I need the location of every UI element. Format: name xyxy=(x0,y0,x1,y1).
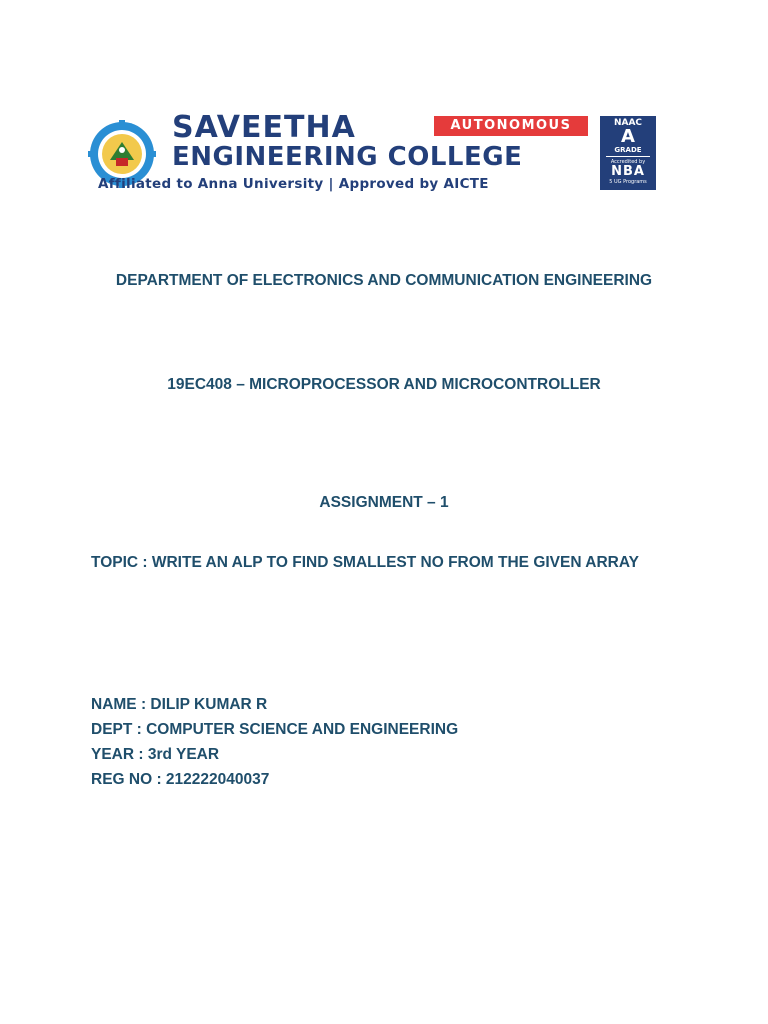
naac-nba-badge xyxy=(600,116,656,190)
student-dept: DEPT : COMPUTER SCIENCE AND ENGINEERING xyxy=(91,721,459,738)
college-name-line1: SAVEETHA xyxy=(172,110,356,145)
student-year: YEAR : 3rd YEAR xyxy=(91,746,220,763)
student-details xyxy=(91,692,458,792)
student-name: NAME : DILIP KUMAR R xyxy=(91,696,268,713)
student-reg-no: REG NO : 212222040037 xyxy=(91,771,270,788)
assignment-heading: ASSIGNMENT – 1 xyxy=(319,494,449,511)
nba-programs-text: 5 UG Programs xyxy=(609,179,647,185)
college-name-line2: ENGINEERING COLLEGE xyxy=(172,142,523,172)
course-heading: 19EC408 – MICROPROCESSOR AND MICROCONTROLLER xyxy=(167,376,601,393)
college-logo-banner xyxy=(88,112,660,196)
college-affiliation: Affiliated to Anna University | Approved by AICTE xyxy=(98,176,489,192)
department-heading: DEPARTMENT OF ELECTRONICS AND COMMUNICATION ENGINEERING xyxy=(115,272,653,289)
autonomous-badge: AUTONOMOUS xyxy=(434,116,588,136)
naac-label: NAAC xyxy=(613,118,643,128)
nba-logo: NBA xyxy=(611,164,645,179)
nba-accredited-text: Accredited by xyxy=(610,159,646,165)
badge-divider xyxy=(606,156,650,157)
topic-heading: TOPIC : WRITE AN ALP TO FIND SMALLEST NO FROM THE GIVEN ARRAY xyxy=(91,554,639,571)
naac-grade-word: GRADE xyxy=(614,146,642,154)
naac-grade: A xyxy=(621,126,635,147)
